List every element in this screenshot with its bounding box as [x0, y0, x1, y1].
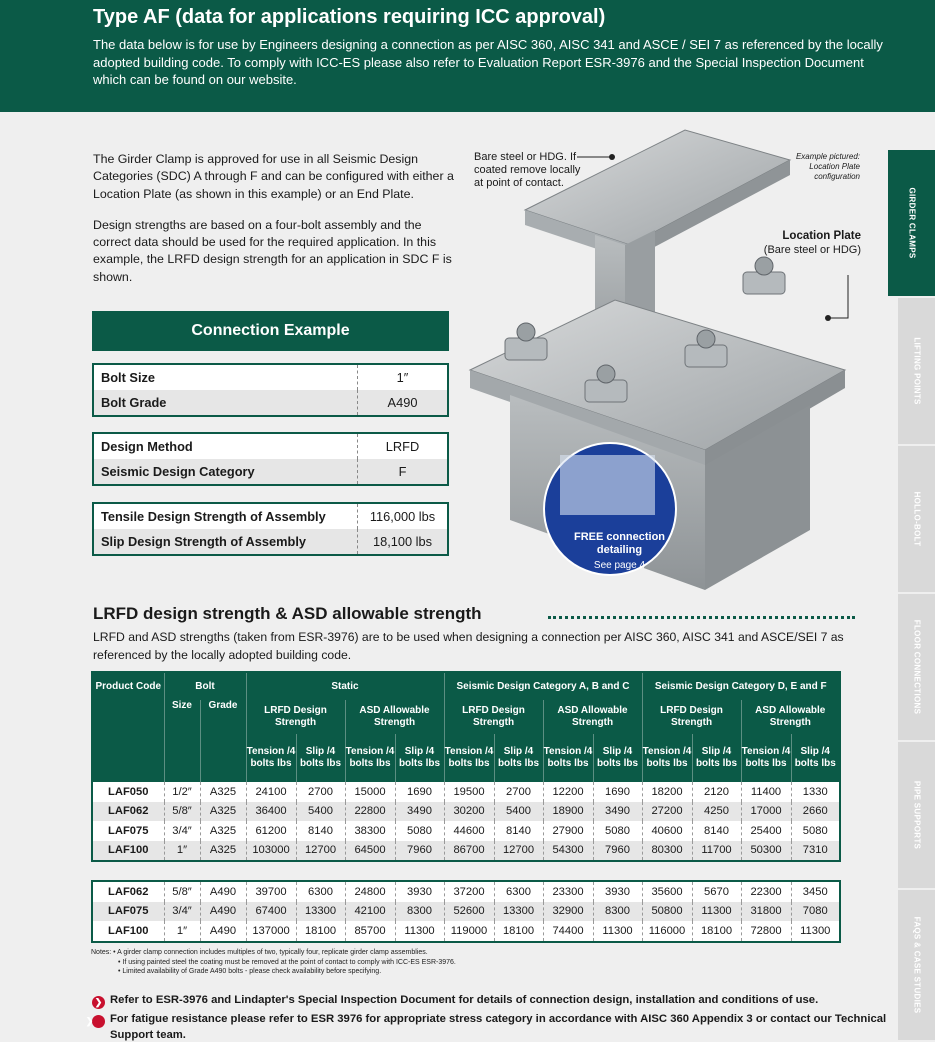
table-row [92, 821, 840, 841]
bullet-text-1: Refer to ESR-3976 and Lindapter's Special Inspection Document for details of connection design, installation and conditions of use. [110, 994, 819, 1006]
table-cell: A490 [200, 921, 246, 942]
side-tab-navigation [888, 150, 935, 1040]
sdc-value: F [358, 459, 449, 485]
table-cell: 1″ [164, 921, 200, 942]
bolt-size-label: Bolt Size [93, 364, 358, 390]
header-tension: Tension /4 bolts lbs [741, 734, 791, 782]
table-cell: 1690 [395, 782, 444, 802]
table-cell: 38300 [345, 821, 395, 841]
table-cell: 12700 [296, 841, 345, 862]
tensile-label: Tensile Design Strength of Assembly [93, 503, 358, 529]
sdc-label: Seismic Design Category [93, 459, 358, 485]
header-tension: Tension /4 bolts lbs [543, 734, 593, 782]
strength-data-table [91, 671, 841, 862]
table-cell: 15000 [345, 782, 395, 802]
table-cell: 5080 [791, 821, 840, 841]
design-method-label: Design Method [93, 433, 358, 459]
table-cell: 39700 [246, 881, 296, 902]
bolt-spec-table [92, 363, 449, 417]
slip-value: 18,100 lbs [358, 529, 449, 555]
product-code-cell: LAF050 [92, 782, 164, 802]
table-cell: A325 [200, 841, 246, 862]
table-cell: 12700 [494, 841, 543, 862]
table-cell: 24100 [246, 782, 296, 802]
header-product-code: Product Code [92, 672, 164, 782]
annotation-location-plate-sub: (Bare steel or HDG) [763, 244, 861, 256]
table-cell: 5080 [593, 821, 642, 841]
table-cell: 2700 [296, 782, 345, 802]
tab-lifting-points[interactable]: LIFTING POINTS [898, 298, 935, 446]
table-cell: 13300 [494, 902, 543, 922]
table-cell: 8140 [494, 821, 543, 841]
table-cell: 19500 [444, 782, 494, 802]
table-cell: 18200 [642, 782, 692, 802]
table-cell: 50800 [642, 902, 692, 922]
table-cell: 1330 [791, 782, 840, 802]
table-cell: 17000 [741, 802, 791, 822]
header-bolt: Bolt [164, 672, 246, 700]
header-slip: Slip /4 bolts lbs [494, 734, 543, 782]
table-cell: 18100 [296, 921, 345, 942]
table-cell: 18100 [494, 921, 543, 942]
table-cell: 52600 [444, 902, 494, 922]
table-cell: A325 [200, 782, 246, 802]
table-cell: 67400 [246, 902, 296, 922]
tab-pipe-supports[interactable]: PIPE SUPPORTS [898, 742, 935, 890]
table-cell: 35600 [642, 881, 692, 902]
page-title: Type AF (data for applications requiring ICC approval) [93, 6, 606, 28]
slip-label: Slip Design Strength of Assembly [93, 529, 358, 555]
table-cell: 80300 [642, 841, 692, 862]
header-size: Size [164, 700, 200, 782]
table-cell: 27900 [543, 821, 593, 841]
table-cell: 6300 [296, 881, 345, 902]
table-cell: 36400 [246, 802, 296, 822]
table-row [92, 802, 840, 822]
bolt-grade-label: Bolt Grade [93, 390, 358, 416]
a490-rows [92, 881, 840, 942]
page-header [0, 0, 935, 112]
table-cell: 5080 [395, 821, 444, 841]
product-code-cell: LAF062 [92, 881, 164, 902]
product-code-cell: LAF100 [92, 841, 164, 862]
table-cell: 44600 [444, 821, 494, 841]
table-cell: 13300 [296, 902, 345, 922]
bullet-fatigue [85, 1012, 890, 1042]
tab-hollo-bolt[interactable]: HOLLO-BOLT [898, 446, 935, 594]
table-cell: 7960 [593, 841, 642, 862]
table-cell: 8140 [692, 821, 741, 841]
product-code-cell: LAF075 [92, 902, 164, 922]
table-cell: 3/4″ [164, 902, 200, 922]
header-lrfd-static: LRFD Design Strength [246, 700, 345, 734]
table-cell: 1/2″ [164, 782, 200, 802]
header-lrfd-def: LRFD Design Strength [642, 700, 741, 734]
table-cell: 2660 [791, 802, 840, 822]
header-slip: Slip /4 bolts lbs [692, 734, 741, 782]
header-tension: Tension /4 bolts lbs [246, 734, 296, 782]
table-row [92, 902, 840, 922]
table-cell: 31800 [741, 902, 791, 922]
table-cell: 27200 [642, 802, 692, 822]
table-cell: 7310 [791, 841, 840, 862]
table-cell: 54300 [543, 841, 593, 862]
table-cell: 5670 [692, 881, 741, 902]
intro-text [93, 151, 458, 300]
table-cell: 2120 [692, 782, 741, 802]
header-asd-abc: ASD Allowable Strength [543, 700, 642, 734]
table-cell: 22800 [345, 802, 395, 822]
product-code-cell: LAF100 [92, 921, 164, 942]
note-3: • Limited availability of Grade A490 bolts - please check availability before specifying. [118, 968, 382, 975]
bullet-text-2: For fatigue resistance please refer to ESR 3976 for appropriate stress category in accordance with AISC 360 Appendix 3 or contact our Technical Support team. [110, 1013, 887, 1041]
product-code-cell: LAF062 [92, 802, 164, 822]
table-cell: 40600 [642, 821, 692, 841]
note-2: • If using painted steel the coating must be removed at the point of contact to comply with ICC-ES ESR-3976. [118, 958, 456, 966]
intro-paragraph-1: The Girder Clamp is approved for use in all Seismic Design Categories (SDC) A through F and can be configured with either a Location Plate (as shown in this example) or an End Plate. [93, 152, 454, 201]
table-cell: 3/4″ [164, 821, 200, 841]
badge-subtitle: See page 4 [593, 560, 646, 571]
girder-clamp-illustration [465, 120, 885, 590]
tab-faqs-case-studies[interactable]: FAQS & CASE STUDIES [898, 890, 935, 1042]
header-slip: Slip /4 bolts lbs [791, 734, 840, 782]
table-cell: 7960 [395, 841, 444, 862]
table-cell: 11300 [692, 902, 741, 922]
header-sdc-def: Seismic Design Category D, E and F [642, 672, 840, 700]
section-title: LRFD design strength & ASD allowable strength [93, 604, 482, 623]
section-divider [548, 616, 855, 619]
table-row [92, 782, 840, 802]
bullet-esr-reference [92, 993, 872, 1009]
section-description: LRFD and ASD strengths (taken from ESR-3976) are to be used when designing a connection per AISC 360, AISC 341 and ASCE/SEI 7 as referenced by the locally adopted building code. [93, 630, 844, 662]
table-cell: 1″ [164, 841, 200, 862]
header-tension: Tension /4 bolts lbs [642, 734, 692, 782]
header-tension: Tension /4 bolts lbs [444, 734, 494, 782]
table-cell: 116000 [642, 921, 692, 942]
table-cell: 11400 [741, 782, 791, 802]
table-cell: 3930 [395, 881, 444, 902]
table-cell: 11300 [593, 921, 642, 942]
header-grade: Grade [200, 700, 246, 782]
table-cell: 12200 [543, 782, 593, 802]
table-cell: 37200 [444, 881, 494, 902]
table-row [92, 921, 840, 942]
table-cell: 8140 [296, 821, 345, 841]
table-cell: 6300 [494, 881, 543, 902]
table-cell: 42100 [345, 902, 395, 922]
strength-data-table-a490 [91, 880, 841, 943]
table-cell: 11700 [692, 841, 741, 862]
header-slip: Slip /4 bolts lbs [593, 734, 642, 782]
annotation-location-plate-title: Location Plate [782, 230, 861, 242]
table-cell: 30200 [444, 802, 494, 822]
header-asd-static: ASD Allowable Strength [345, 700, 444, 734]
table-cell: 11300 [395, 921, 444, 942]
table-cell: 8300 [593, 902, 642, 922]
arrow-icon: ❯ [92, 1015, 105, 1028]
header-static: Static [246, 672, 444, 700]
table-cell: 3930 [593, 881, 642, 902]
tab-girder-clamps[interactable]: GIRDER CLAMPS [888, 150, 935, 298]
table-cell: A325 [200, 802, 246, 822]
header-description: The data below is for use by Engineers designing a connection as per AISC 360, AISC 341 and ASCE / SEI 7 as referenced by the locally adopted building code. To comply with ICC-ES please also refer to Evaluation Report ESR-3976 and the Special Inspection Document which can be found on our website. [93, 37, 883, 87]
product-code-cell: LAF075 [92, 821, 164, 841]
table-cell: 18900 [543, 802, 593, 822]
table-cell: 72800 [741, 921, 791, 942]
table-cell: 5400 [296, 802, 345, 822]
header-lrfd-abc: LRFD Design Strength [444, 700, 543, 734]
table-cell: 5/8″ [164, 881, 200, 902]
bolt-size-value: 1″ [358, 364, 449, 390]
table-cell: 22300 [741, 881, 791, 902]
table-cell: 5/8″ [164, 802, 200, 822]
table-cell: 24800 [345, 881, 395, 902]
table-cell: 103000 [246, 841, 296, 862]
table-row [92, 881, 840, 902]
table-cell: 25400 [741, 821, 791, 841]
table-cell: 23300 [543, 881, 593, 902]
table-cell: A490 [200, 902, 246, 922]
arrow-icon: ❯ [92, 996, 105, 1009]
header-slip: Slip /4 bolts lbs [296, 734, 345, 782]
table-cell: A490 [200, 881, 246, 902]
bolt-grade-value: A490 [358, 390, 449, 416]
table-cell: 3490 [395, 802, 444, 822]
annotation-example: Example pictured: Location Plate configuration [795, 152, 860, 181]
table-cell: 3490 [593, 802, 642, 822]
table-cell: 64500 [345, 841, 395, 862]
tab-floor-connections[interactable]: FLOOR CONNECTIONS [898, 594, 935, 742]
table-cell: 8300 [395, 902, 444, 922]
header-asd-def: ASD Allowable Strength [741, 700, 840, 734]
connection-example-title: Connection Example [92, 311, 449, 351]
table-cell: 61200 [246, 821, 296, 841]
table-cell: 18100 [692, 921, 741, 942]
table-cell: 11300 [791, 921, 840, 942]
table-cell: 32900 [543, 902, 593, 922]
badge-title: FREE connection detailing [573, 531, 666, 556]
table-cell: 5400 [494, 802, 543, 822]
table-cell: 7080 [791, 902, 840, 922]
header-slip: Slip /4 bolts lbs [395, 734, 444, 782]
annotation-bare-steel: Bare steel or HDG. If coated remove locally at point of contact. [474, 151, 581, 189]
design-method-value: LRFD [358, 433, 449, 459]
tensile-value: 116,000 lbs [358, 503, 449, 529]
header-sdc-abc: Seismic Design Category A, B and C [444, 672, 642, 700]
design-method-table [92, 432, 449, 486]
table-cell: 86700 [444, 841, 494, 862]
table-notes [91, 948, 691, 977]
table-row [92, 841, 840, 862]
table-cell: 1690 [593, 782, 642, 802]
header-tension: Tension /4 bolts lbs [345, 734, 395, 782]
note-1: Notes: • A girder clamp connection includes multiples of two, typically four, replicate girder clamp assemblies. [91, 949, 428, 956]
table-cell: 85700 [345, 921, 395, 942]
table-cell: 74400 [543, 921, 593, 942]
table-cell: A325 [200, 821, 246, 841]
table-cell: 4250 [692, 802, 741, 822]
table-cell: 3450 [791, 881, 840, 902]
table-cell: 50300 [741, 841, 791, 862]
strength-table [92, 502, 449, 556]
intro-paragraph-2: Design strengths are based on a four-bolt assembly and the correct data should be used for the required application. In this example, the LRFD design strength for an application in SDC F is shown. [93, 217, 452, 284]
table-cell: 119000 [444, 921, 494, 942]
table-cell: 137000 [246, 921, 296, 942]
table-cell: 2700 [494, 782, 543, 802]
a325-rows [92, 782, 840, 861]
